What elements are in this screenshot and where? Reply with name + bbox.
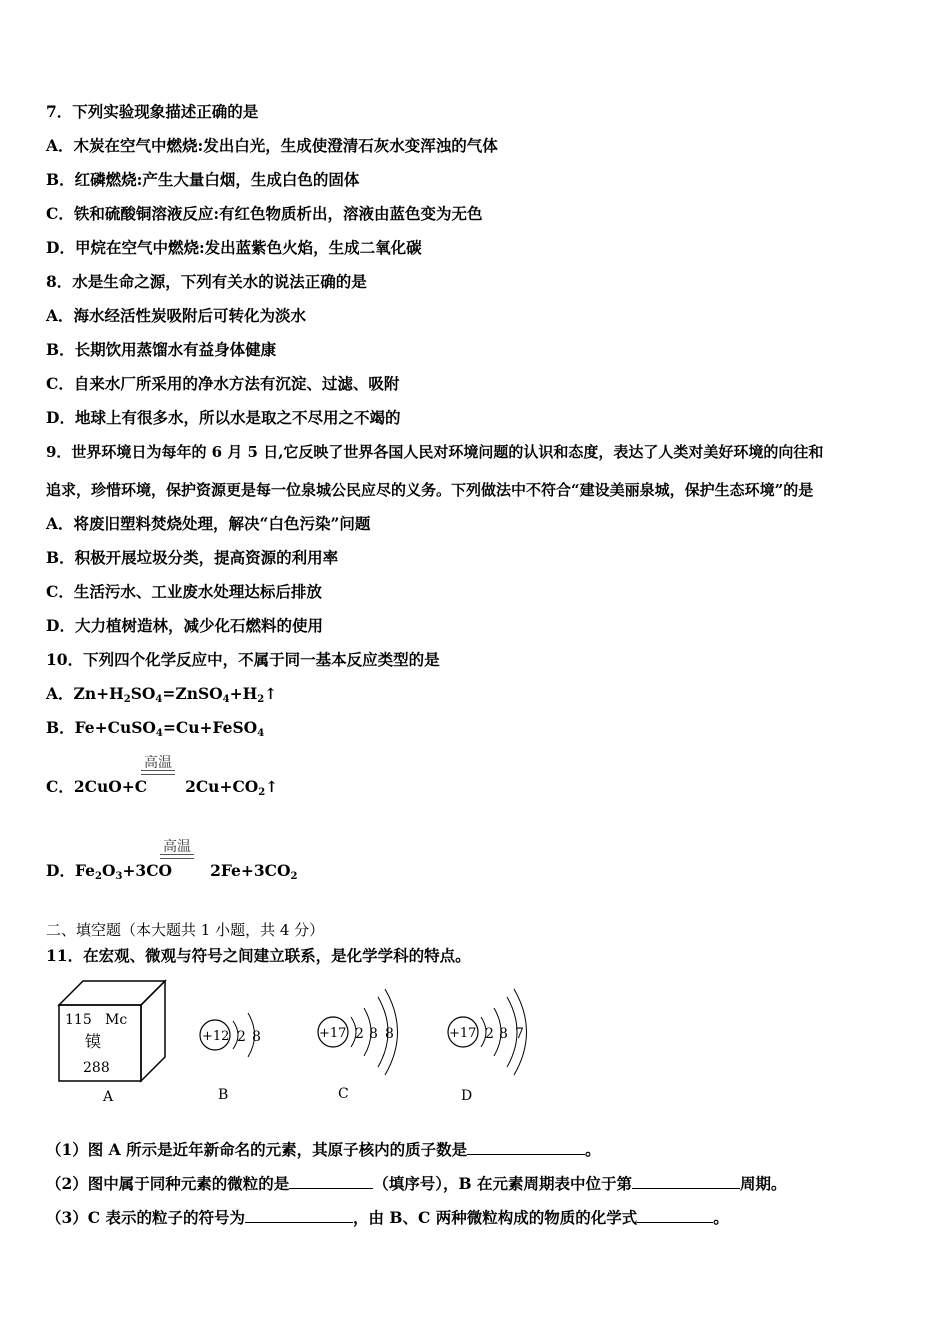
atom-d-shell-2: 8: [499, 1026, 508, 1042]
q11-sub3: （3）C 表示的粒子的符号为 ，由 B、C 两种微粒构成的物质的化学式 。: [46, 1208, 729, 1227]
label-b: B: [218, 1087, 229, 1103]
q9-option-a: A．将废旧塑料焚烧处理，解决“白色污染”问题: [46, 514, 371, 533]
q10-d-double-line: [160, 854, 194, 859]
q11-sub2: （2）图中属于同种元素的微粒的是 （填序号），B 在元素周期表中位于第 周期。: [46, 1174, 787, 1193]
atom-b-nucleus: +12: [202, 1029, 230, 1044]
q10-option-b: B．Fe+CuSO$_4$=Cu+FeSO$_4$: [46, 718, 265, 739]
atom-c-shell-1: 2: [355, 1026, 364, 1042]
q7-stem: 7．下列实验现象描述正确的是: [46, 102, 259, 121]
q10-option-a: A．$Zn+H_2SO_4=ZnSO_4+H_2↑$: [46, 684, 278, 705]
q8-option-a: A．海水经活性炭吸附后可转化为淡水: [46, 306, 307, 325]
answer-blank-4[interactable]: [245, 1206, 353, 1223]
atom-c: [318, 989, 398, 1075]
element-atomic-number: 115: [65, 1012, 92, 1028]
atom-b-shell-2: 8: [252, 1029, 261, 1045]
q7-option-a: A．木炭在空气中燃烧:发出白光，生成使澄清石灰水变浑浊的气体: [46, 136, 498, 155]
label-a: A: [103, 1089, 114, 1105]
q7-option-c: C．铁和硫酸铜溶液反应:有红色物质析出，溶液由蓝色变为无色: [46, 204, 483, 223]
q8-option-d: D．地球上有很多水，所以水是取之不尽用之不竭的: [46, 408, 401, 427]
q10-d-right: $2Fe+3CO_2$: [210, 861, 298, 882]
label-d: D: [461, 1088, 473, 1104]
q10-d-left: $Fe_2O_3+3CO$: [74, 861, 173, 882]
atom-structure-diagram: [55, 975, 555, 1115]
q9-option-c: C．生活污水、工业废水处理达标后排放: [46, 582, 322, 601]
q10-option-d: D．$Fe_2O_3+3CO$ $2Fe+3CO_2$: [46, 861, 298, 882]
q11-stem: 11．在宏观、微观与符号之间建立联系，是化学学科的特点。: [46, 946, 471, 965]
atom-c-nucleus: +17: [319, 1026, 347, 1041]
q10-option-c: C．2CuO+C $2Cu+CO_2↑$: [46, 777, 279, 798]
atom-b: [200, 1013, 261, 1057]
q10-c-left: 2CuO+C: [73, 777, 148, 796]
atom-d: [448, 989, 527, 1075]
atom-b-shell-1: 2: [237, 1029, 246, 1045]
q9-option-d: D．大力植树造林，减少化石燃料的使用: [46, 616, 323, 635]
answer-blank-1[interactable]: [467, 1138, 585, 1155]
q9-stem-line2: 追求，珍惜环境，保护资源更是每一位泉城公民应尽的义务。下列做法中不符合“建设美丽泉城，保护生态环境”的是: [46, 481, 814, 499]
atom-d-nucleus: +17: [449, 1026, 477, 1041]
element-mass: 288: [83, 1060, 110, 1076]
atom-d-shell-3: 7: [515, 1026, 524, 1042]
q8-option-c: C．自来水厂所采用的净水方法有沉淀、过滤、吸附: [46, 374, 400, 393]
q8-option-b: B．长期饮用蒸馏水有益身体健康: [46, 340, 277, 359]
q7-option-b: B．红磷燃烧:产生大量白烟，生成白色的固体: [46, 170, 360, 189]
q10-stem: 10．下列四个化学反应中，不属于同一基本反应类型的是: [46, 650, 440, 669]
q10-c-double-line: [141, 770, 175, 775]
q8-stem: 8．水是生命之源，下列有关水的说法正确的是: [46, 272, 367, 291]
q9-option-b: B．积极开展垃圾分类，提高资源的利用率: [46, 548, 339, 567]
q9-stem-line1: 9．世界环境日为每年的 6 月 5 日,它反映了世界各国人民对环境问题的认识和态度，表达了人类对美好环境的向往和: [46, 443, 824, 461]
q11-sub1: （1）图 A 所示是近年新命名的元素，其原子核内的质子数是 。: [46, 1140, 601, 1159]
atom-c-shell-3: 8: [385, 1026, 394, 1042]
section-heading: 二、填空题（本大题共 1 小题，共 4 分）: [46, 921, 325, 939]
element-name: 镆: [85, 1032, 102, 1051]
q10-c-right: $2Cu+CO_2↑$: [185, 777, 279, 798]
q7-option-d: D．甲烷在空气中燃烧:发出蓝紫色火焰，生成二氧化碳: [46, 238, 422, 257]
element-symbol: Mc: [105, 1012, 128, 1028]
answer-blank-5[interactable]: [637, 1206, 713, 1223]
atom-d-shell-1: 2: [485, 1026, 494, 1042]
atom-c-shell-2: 8: [369, 1026, 378, 1042]
q10-c-condition: 高温: [144, 755, 172, 771]
q10-d-condition: 高温: [163, 839, 191, 855]
answer-blank-3[interactable]: [632, 1172, 740, 1189]
answer-blank-2[interactable]: [289, 1172, 373, 1189]
element-cube-a: [59, 981, 165, 1081]
label-c: C: [338, 1086, 349, 1102]
